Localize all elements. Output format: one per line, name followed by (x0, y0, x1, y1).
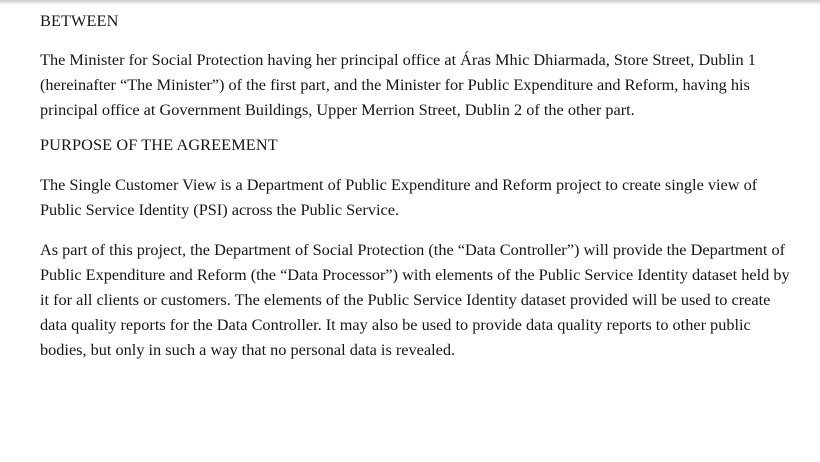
single-customer-view-paragraph: The Single Customer View is a Department of Public Expenditure and Reform project to create single view of Public Service Identity (PSI) across the Public Service. (40, 175, 758, 219)
top-shadow-edge (0, 0, 820, 5)
between-heading: BETWEEN (40, 11, 119, 30)
document-page (40, 8, 800, 362)
purpose-heading: PURPOSE OF THE AGREEMENT (40, 135, 278, 154)
parties-paragraph: The Minister for Social Protection having her principal office at Áras Mhic Dhiarmada, Store Street, Dublin 1 (hereinafter “The Minister”) of the first part, and the Minister for Public Expenditure and Reform, having his principal office at Government Buildings, Upper Merrion Street, Dublin 2 of the other part. (40, 50, 756, 119)
data-controller-paragraph: As part of this project, the Department of Social Protection (the “Data Controller”) will provide the Department of Public Expenditure and Reform (the “Data Processor”) with elements of the Public Service Identity dataset held by it for all clients or customers. The elements of the Public Service Identity dataset provided will be used to create data quality reports for the Data Controller. It may also be used to provide data quality reports to other public bodies, but only in such a way that no personal data is revealed. (40, 240, 790, 359)
